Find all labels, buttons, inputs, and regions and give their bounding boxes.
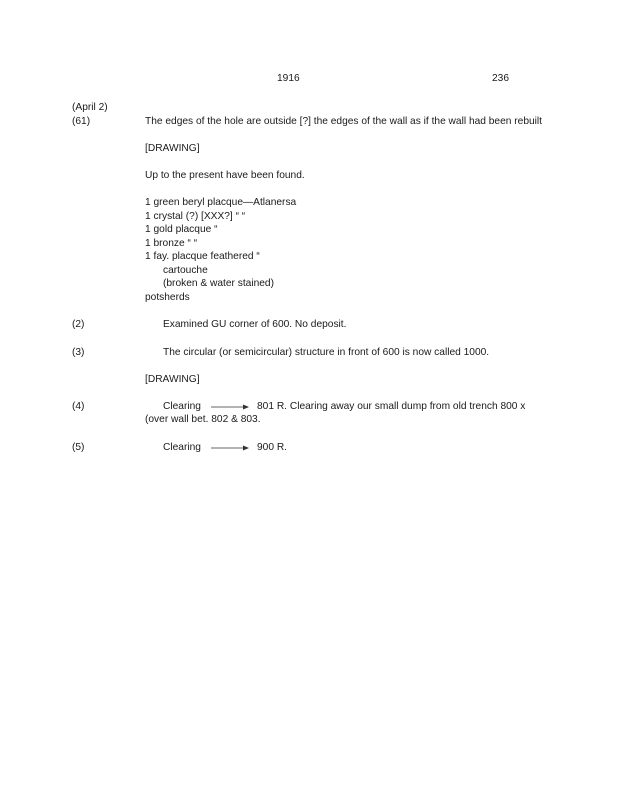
entry-continuation: (over wall bet. 802 & 803. xyxy=(145,414,261,425)
header-page-number: 236 xyxy=(492,73,509,84)
entry-text: The circular (or semicircular) structure in front of 600 is now called 1000. xyxy=(163,347,490,358)
find-item: 1 gold placque “ xyxy=(145,224,218,235)
entry-number: (5) xyxy=(72,442,85,453)
finds-heading: Up to the present have been found. xyxy=(145,170,305,181)
find-item: 1 crystal (?) [XXX?] “ “ xyxy=(145,211,246,222)
find-item: cartouche xyxy=(163,265,208,276)
entry-label: Clearing xyxy=(163,401,201,412)
entry-number: (61) xyxy=(72,116,91,127)
entry-number: (3) xyxy=(72,347,85,358)
right-arrow-icon xyxy=(211,403,249,411)
entry-number: (2) xyxy=(72,319,85,330)
entry-text: 801 R. Clearing away our small dump from old trench 800 x xyxy=(257,401,526,412)
entry-label: Clearing xyxy=(163,442,201,453)
entry-text: The edges of the hole are outside [?] the edges of the wall as if the wall had been rebuilt xyxy=(145,116,543,127)
drawing-placeholder: [DRAWING] xyxy=(145,143,200,154)
find-item: (broken & water stained) xyxy=(163,278,274,289)
entry-text: 900 R. xyxy=(257,442,288,453)
find-item: potsherds xyxy=(145,292,190,303)
header-year: 1916 xyxy=(277,73,300,84)
entry-text: Examined GU corner of 600. No deposit. xyxy=(163,319,347,330)
find-item: 1 green beryl placque—Atlanersa xyxy=(145,197,297,208)
right-arrow-icon xyxy=(211,444,249,452)
drawing-placeholder: [DRAWING] xyxy=(145,374,200,385)
date-label: (April 2) xyxy=(72,102,108,113)
find-item: 1 bronze “ “ xyxy=(145,238,198,249)
find-item: 1 fay. placque feathered “ xyxy=(145,251,260,262)
entry-number: (4) xyxy=(72,401,85,412)
